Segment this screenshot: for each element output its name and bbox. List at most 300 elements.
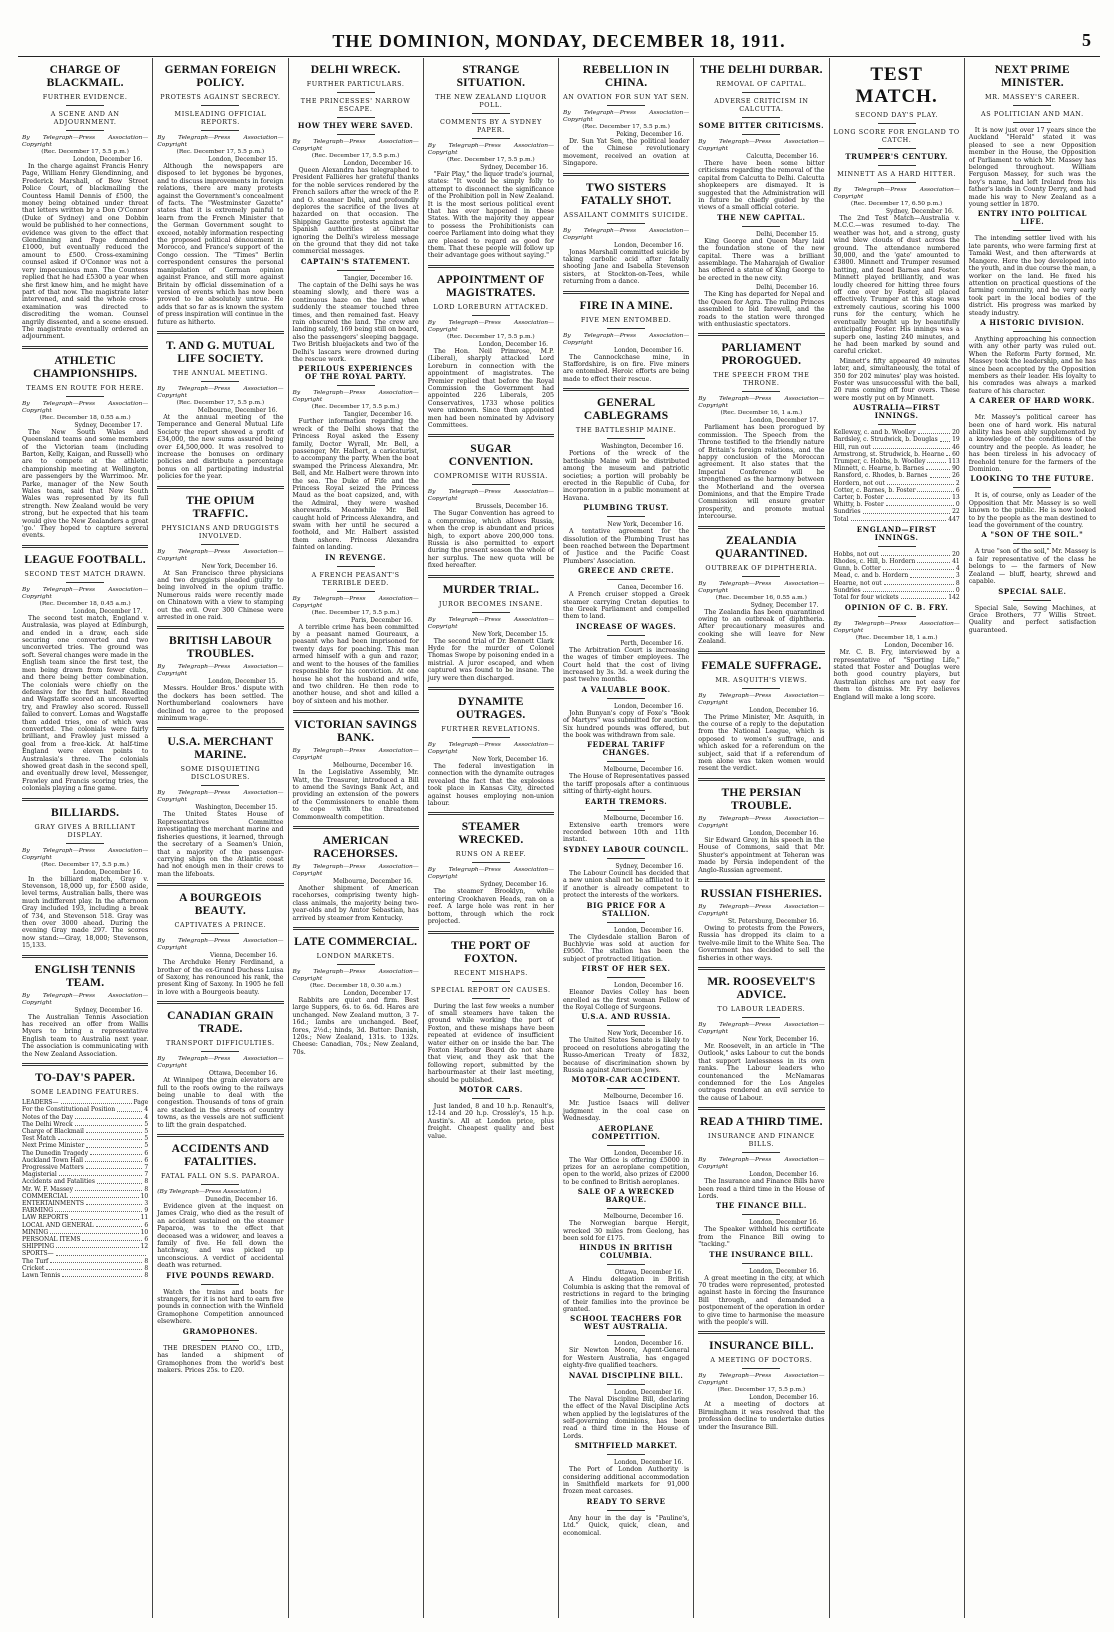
batsman: Carter, b. Foster xyxy=(833,493,884,501)
contents-item xyxy=(22,1229,148,1236)
article-headline: SUGAR CONVENTION. xyxy=(448,443,534,469)
article xyxy=(428,575,554,682)
divider xyxy=(201,933,239,934)
article-subheading: SOME DISQUIETING DISCLOSURES. xyxy=(180,765,261,782)
leader-dots xyxy=(886,494,951,499)
divider xyxy=(1013,487,1051,488)
leader-dots xyxy=(881,551,951,556)
divider xyxy=(742,1152,780,1153)
divider xyxy=(742,117,780,118)
article-body: Although the newspapers are disposed to let bygones be bygones, and to discuss improvements in foreign relations, there are many protests against the Government's concealment of facts. The "Westminster Gazette" states that it is extremely painful to learn from the French Minister that the German Government sought to exceed, notably information respecting the proposed political dénouement in Morocco, and France's support of the Congo cession. The "Times" Berlin correspondent censures the personal manipulation of German opinion against France, and still more against Britain by official dissemination of a version of events which has now been proved to be absolutely untrue. He adds that so far as is known the system of press inspiration will continue in the future as hitherto. xyxy=(157,163,284,326)
article-body: A French cruiser stopped a Greek steamer carrying Cretan deputies to the Greek Parliament and compelled them to land. xyxy=(563,591,690,621)
runs: 8 xyxy=(955,579,960,587)
divider xyxy=(201,544,239,545)
article-body: Extensive earth tremors were recorded between 10th and 11th instant. xyxy=(563,821,690,844)
contents-page: 5 xyxy=(144,1142,149,1150)
received-time: (Rec. December 17, 5.5 p.m.) xyxy=(176,149,265,155)
article-body: The captain of the Delhi says he was steaming slowly, and there was a continuous haze on the land when suddenly the steamer touched three times, and then remained fast. Heavy rain obscured the land. The crew are landing safely, 169 being still on board, also the passengers' sleeping baggage. Two British bluejackets and two of the Delhi's lascars were drowned during the rescue work. xyxy=(292,281,419,363)
leader-dots xyxy=(910,572,954,577)
section-rule xyxy=(157,883,283,886)
article-subheading: INCREASE OF WAGES. xyxy=(575,621,677,631)
article-body: Anything approaching his connection with any other party was ruled out. When the Reform Party formed, Mr. Massey took the leadership, and he has since been accepted by the Opposition members as their leader. His loyalty to his comrades was always a marked feature of his character. xyxy=(968,335,1096,395)
dateline: London, December 16. xyxy=(613,1388,684,1396)
dateline: St. Petersburg, December 16. xyxy=(728,917,819,925)
leader-dots xyxy=(71,1214,139,1219)
dateline: London, December 16. xyxy=(343,160,413,167)
article-subheading: GREECE AND CRETE. xyxy=(578,566,675,576)
contents-item xyxy=(22,1265,148,1272)
dateline: New York, December 16. xyxy=(472,756,548,764)
article-subheading: FURTHER PARTICULARS. xyxy=(306,80,405,88)
contents-page: 4 xyxy=(144,1113,149,1121)
leader-dots xyxy=(946,451,950,456)
received-time: (Rec. December 17, 5.5 p.m.) xyxy=(717,1387,806,1394)
article-body: Mr. C. B. Fry, interviewed by a representative of "Sporting Life," stated that Foster and Douglas were both good country players, but Australian pitches are not easy for them to dismiss. Mr. Fry believes England will make a long score. xyxy=(833,649,960,701)
divider xyxy=(1013,105,1051,106)
contents-page: 12 xyxy=(140,1243,149,1251)
leader-dots xyxy=(50,1229,138,1234)
article-subheading: RECENT MISHAPS. xyxy=(453,968,528,977)
article-body: The Labour Council has decided that a new union shall not be affiliated to it if another is already competent to protect the interests of the workers. xyxy=(563,869,690,900)
byline: By Telegraph—Press Association—Copyright xyxy=(698,903,825,917)
article xyxy=(563,1372,689,1440)
divider xyxy=(742,226,780,227)
received-time: (Rec. December 16, 1 a.m.) xyxy=(720,410,803,417)
article xyxy=(157,1001,283,1129)
article-headline: THE PORT OF FOXTON. xyxy=(451,939,531,965)
section-rule xyxy=(698,879,824,882)
contents-item xyxy=(22,1214,148,1221)
batsman: Total xyxy=(833,515,849,523)
divider xyxy=(607,761,645,762)
dateline: Peking, December 16. xyxy=(616,131,684,138)
dateline: Vienna, December 16. xyxy=(210,952,278,960)
article xyxy=(428,931,554,1084)
article xyxy=(428,434,554,569)
contents-label: Next Prime Minister xyxy=(22,1142,85,1150)
article-subheading: ASSAILANT COMMITS SUICIDE. xyxy=(563,210,689,219)
divider xyxy=(742,1368,780,1369)
contents-page: 3 xyxy=(144,1199,149,1207)
dateline: Melbourne, December 16. xyxy=(603,1093,684,1101)
divider xyxy=(742,1214,780,1215)
article xyxy=(22,545,148,793)
divider xyxy=(607,698,645,699)
runs: 4 xyxy=(955,565,960,573)
runs: 60 xyxy=(952,450,960,458)
contents-label: Mr. W. F. Massey xyxy=(22,1185,73,1193)
divider xyxy=(337,117,375,118)
divider xyxy=(201,105,239,106)
article xyxy=(563,1244,689,1313)
scoreboard-australia xyxy=(834,429,960,523)
article xyxy=(22,798,148,950)
divider xyxy=(201,1284,239,1285)
runs: 113 xyxy=(948,457,960,465)
divider xyxy=(66,843,104,844)
dateline: Melbourne, December 16. xyxy=(333,762,413,770)
article-headline: MR. ROOSEVELT'S ADVICE. xyxy=(707,975,816,1001)
article-subheading: A HISTORIC DIVISION. xyxy=(980,317,1085,327)
article-subheading: PHYSICIANS AND DRUGGISTS INVOLVED. xyxy=(161,523,280,540)
divider xyxy=(66,396,104,397)
runs: 90 xyxy=(952,465,960,473)
batsman: Cotter, c. Barnes, b. Foster xyxy=(833,486,916,494)
batsman: Trumper, c. Hobbs, b. Woolley xyxy=(833,457,926,465)
article-headline: INSURANCE BILL. xyxy=(709,1340,814,1353)
leader-dots xyxy=(884,580,954,585)
divider xyxy=(201,785,239,786)
article-body: Parliament has been prorogued by commission. The Speech from the Throne testified to the friendly nature of Britain's foreign relations, and the happy conclusion of the Moroccan agreement. It also states that the Imperial Conference will be strengthened as the harmony between the Motherland and the oversea Dominions, and that the Empire Trade Commission will ensure greater prosperity, and promote mutual intercourse. xyxy=(698,424,825,521)
batsman: Whitty, b. Foster xyxy=(833,501,884,509)
article-subheading: SPECIAL REPORT ON CAUSES. xyxy=(431,985,551,994)
received-time: (Rec. December 17, 5.5 p.m.) xyxy=(41,149,129,155)
article-subheading: HINDUS IN BRITISH COLUMBIA. xyxy=(579,1243,673,1261)
article-body: Portions of the wreck of the battleship Maine will be distributed among the museum and patriotic societies; a portion will probably be erected in the Republic of Cuba, for incorporation in a public monument at Havana. xyxy=(563,450,690,502)
divider xyxy=(337,92,375,93)
contents-page: 8 xyxy=(144,1185,149,1193)
received-time: (Rec. December 16, 0.55 a.m.) xyxy=(715,594,807,601)
divider xyxy=(472,998,510,999)
article-body: The Arbitration Court is increasing the wages of timber employees. The Court held that the cost of living increased by 3s. 3d. a week during the past twelve months. xyxy=(563,646,690,684)
article xyxy=(969,64,1096,208)
divider xyxy=(66,105,104,106)
batsman: Sundries xyxy=(833,508,861,516)
article xyxy=(563,1315,689,1369)
contents-label: MINING xyxy=(22,1228,49,1236)
contents-label: Cricket xyxy=(22,1264,45,1272)
article xyxy=(698,778,824,874)
article-headline: BRITISH LABOUR TROUBLES. xyxy=(168,635,272,661)
divider xyxy=(337,964,375,965)
article-subheading: FATAL FALL ON S.S. PAPAROA. xyxy=(160,1172,280,1180)
article-subheading: FEDERAL TARIFF CHANGES. xyxy=(587,740,666,758)
contents-label: Auckland Town Hall xyxy=(22,1156,84,1164)
article xyxy=(428,812,554,925)
section-rule xyxy=(563,291,689,294)
column-4 xyxy=(424,58,559,1618)
dateline: London, December 15. xyxy=(208,156,278,163)
section-rule xyxy=(22,545,148,548)
byline: By Telegraph—Press Association—Copyright xyxy=(22,586,149,600)
divider xyxy=(742,576,780,577)
article-subheading: CAPTIVATES A PRINCE. xyxy=(174,921,267,930)
newspaper-title: THE DOMINION, MONDAY, DECEMBER 18, 1911. xyxy=(332,30,786,51)
received-time: (Rec. December 17, 5.5 p.m.) xyxy=(41,861,129,868)
article-subheading: SECOND DAY'S PLAY. xyxy=(855,111,939,119)
divider xyxy=(607,922,645,923)
byline: By Telegraph—Press Association—Copyright xyxy=(427,616,554,630)
section-rule xyxy=(22,1063,148,1066)
dateline: Ottawa, December 16. xyxy=(614,1269,684,1277)
contents-page: 7 xyxy=(144,1163,149,1171)
article-subheading: COMMENTS BY A SYDNEY PAPER. xyxy=(439,118,542,134)
leader-dots xyxy=(56,1250,147,1255)
dateline: London, December 16. xyxy=(749,1267,819,1275)
article-subheading: LONG SCORE FOR ENGLAND TO CATCH. xyxy=(833,128,960,144)
article xyxy=(969,588,1096,635)
article xyxy=(428,1086,554,1140)
batsman: Hearne, not out xyxy=(833,579,882,587)
byline: By Telegraph—Press Association—Copyright xyxy=(427,489,554,503)
score-row xyxy=(834,501,960,508)
divider xyxy=(878,148,916,149)
dateline: London, December 16. xyxy=(884,642,954,650)
article xyxy=(969,531,1096,585)
contents-item xyxy=(22,1178,148,1185)
leader-dots xyxy=(863,587,954,592)
dateline: London, December 17. xyxy=(72,607,143,615)
divider xyxy=(1013,122,1051,123)
article-subheading: SCHOOL TEACHERS FOR WEST AUSTRALIA. xyxy=(570,1314,683,1332)
section-rule xyxy=(293,826,419,829)
contents-label: Lawn Tennis xyxy=(22,1271,61,1279)
scoreboard-england xyxy=(834,551,960,601)
contents-item xyxy=(22,1135,148,1142)
score-row xyxy=(834,480,960,487)
dateline: Melbourne, December 16. xyxy=(603,766,684,774)
article-subheading: ADVERSE CRITICISM IN CALCUTTA. xyxy=(714,97,809,113)
article-body: The 2nd Test Match—Australia v. M.C.C.—was resumed to-day. The weather was hot, and a strong, gusty wind blew clouds of dust across the ground. The attendance numbered 30,000, and the 'gate' amounted to £3800. Minnett and Trumper resumed batting, and faced Barnes and Foster. Minnett played brilliantly, and was loudly cheered for hitting three fours off one over by Foster, all placed effectively. Trumper at this stage was extremely cautious, scoring his 1000 runs for the century, which he eventually brought up by beautifully anticipating Foster. His innings was a superb one, lasting 240 minutes, and he had been marked by sound and careful cricket. xyxy=(833,215,960,356)
received-time: (Rec. December 18, 0.30 a.m.) xyxy=(310,983,402,989)
contents-label: Charge of Blackmail xyxy=(22,1127,84,1135)
batsman: Minnett, c. Hearne, b. Barnes xyxy=(833,465,925,473)
article-headline: T. AND G. MUTUAL LIFE SOCIETY. xyxy=(166,339,275,365)
article-subheading: GRAMOPHONES. xyxy=(182,1326,258,1336)
article-headline: TWO SISTERS FATALLY SHOT. xyxy=(580,181,672,207)
score-row xyxy=(834,436,960,443)
article-subheading: ENTRY INTO POLITICAL LIFE. xyxy=(977,209,1088,227)
article xyxy=(563,1013,689,1074)
article-subheading: EARTH TREMORS. xyxy=(584,796,668,806)
batsman: Rhodes, c. Hill, b. Hordern xyxy=(833,558,916,565)
contents-label: Accidents and Fatalities xyxy=(22,1178,95,1186)
runs: 26 xyxy=(952,472,960,480)
article-body: There have been some bitter criticisms regarding the removal of the capital from Calcutta to Delhi. Calcutta shopkeepers are dismayed. It is suggested that the Administration will in future be chiefly guided by the views of a small official coterie. xyxy=(698,160,825,212)
article xyxy=(22,64,148,341)
article-body: The King has departed for Nepal and the Queen for Agra. The ruling Princes assembled to bid farewell, and the roads to the station were thronged with enthusiastic spectators. xyxy=(698,291,825,328)
article-subheading: FIVE POUNDS REWARD. xyxy=(166,1270,275,1280)
article-body: During the last few weeks a number of small steamers have taken the ground while working the port of Foxton, and these mishaps have been repeated at evidence of insufficient water either on or inside the bar. The Foxton Harbour Board do not share that view, and they ask that the following report, submitted by the harbourmaster at their last meeting, should be published. xyxy=(427,1002,554,1084)
article-subheading: ENGLAND—FIRST INNINGS. xyxy=(856,524,937,542)
leader-dots xyxy=(917,558,950,563)
byline: By Telegraph—Press Association—Copyright xyxy=(833,621,960,635)
contents-item xyxy=(22,1171,148,1178)
divider xyxy=(66,130,104,131)
contents-item xyxy=(22,1243,148,1250)
article-subheading: LORD LOREBURN ATTACKED. xyxy=(433,302,549,311)
article-body: At San Francisco three physicians and two druggists pleaded guilty to being involved in the opium traffic. Numerous raids were recently made on Chinatown with a view to stamping out the evil. Over 300 Chinese were arrested in one raid. xyxy=(157,569,284,622)
dateline: Ottawa, December 16. xyxy=(208,1070,278,1078)
dateline: New York, December 15. xyxy=(472,630,548,638)
contents-page: 8 xyxy=(144,1257,149,1265)
article-subheading: A SCENE AND AN ADJOURNMENT. xyxy=(50,110,120,126)
contents-item xyxy=(22,1150,148,1157)
article-subheading: FURTHER REVELATIONS. xyxy=(441,725,541,734)
article-body: A terrible crime has been committed by a peasant named Goureaux, a peasant who had been imprisoned for twenty days for poaching. This man armed himself with a gun and razor, and went to the houses of the families responsible for his conviction. At one house he shot the husband and wife, and two children. He then rode to another house, and shot and killed a boy of sixteen and his mother. xyxy=(292,623,419,705)
article xyxy=(698,967,824,1102)
article-body: Any hour in the day is "Pauline's, Ltd." Quick, quick, clean, and economical. xyxy=(563,1514,690,1537)
article-body: The United States Senate is likely to proceed on resolutions abrogating the Russo-American Treaty of 1832, because of discrimination shown by Russia against American Jews. xyxy=(563,1037,690,1074)
article-headline: APPOINTMENT OF MAGISTRATES. xyxy=(437,273,545,299)
article-subheading: MISLEADING OFFICIAL REPORTS. xyxy=(174,110,267,126)
received-time: (Rec. December 18, 1 a.m.) xyxy=(855,635,938,642)
article-headline: MURDER TRIAL. xyxy=(442,583,540,596)
contents-item xyxy=(22,1186,148,1193)
leader-dots xyxy=(851,516,947,521)
byline: By Telegraph—Press Association—Copyright xyxy=(157,938,284,952)
dateline: Canea, December 16. xyxy=(617,584,684,592)
article-body: The second trial of Dr. Bennett Clark Hyde for the murder of Colonel Thomas Swope by poisoning ended in a mistrial. A juror escaped, and when captured was found to be insane. The jury were then discharged. xyxy=(427,637,555,682)
leader-dots xyxy=(863,508,951,513)
dateline: London, December 16. xyxy=(749,1394,819,1402)
divider xyxy=(472,113,510,114)
section-rule xyxy=(563,388,689,391)
divider xyxy=(472,612,510,613)
received-time: (Rec. December 17, 5.5 p.m.) xyxy=(447,157,535,163)
article xyxy=(563,846,689,900)
article-body: The Insurance and Finance Bills have been read a third time in the House of Lords. xyxy=(698,1178,825,1200)
article xyxy=(22,955,148,1058)
leader-dots xyxy=(940,436,950,441)
article-headline: GERMAN FOREIGN POLICY. xyxy=(164,64,277,89)
dateline: New York, December 16. xyxy=(607,1030,684,1038)
section-rule xyxy=(698,967,824,970)
article xyxy=(293,554,419,705)
section-rule xyxy=(428,434,554,437)
dateline: Tangier, December 16. xyxy=(343,274,413,282)
article-subheading: MOTOR-CAR ACCIDENT. xyxy=(571,1075,681,1085)
article xyxy=(698,526,824,646)
dateline: London, December 16. xyxy=(613,241,684,249)
leader-dots xyxy=(70,1193,139,1198)
dateline: Sydney, December 16. xyxy=(885,208,954,215)
article xyxy=(698,214,824,282)
dateline: Melbourne, December 16. xyxy=(333,877,413,885)
byline: By Telegraph—Press Association—Copyright xyxy=(698,396,825,410)
article-headline: GENERAL CABLEGRAMS xyxy=(583,397,669,423)
dateline: London, December 16. xyxy=(749,706,819,714)
byline: By Telegraph—Press Association—Copyright xyxy=(563,227,690,241)
article-headline: AMERICAN RACEHORSES. xyxy=(313,834,398,860)
column-3 xyxy=(289,58,424,1618)
dateline: Calcutta, December 16. xyxy=(746,153,819,160)
divider xyxy=(337,591,375,592)
contents-label: LOCAL AND GENERAL xyxy=(22,1221,94,1229)
leader-dots xyxy=(61,1099,132,1104)
dateline: Paris, December 16. xyxy=(351,616,413,624)
byline: (By Telegraph—Press Association.) xyxy=(157,1189,262,1195)
article-subheading: THE NEW CAPITAL. xyxy=(717,212,806,222)
article xyxy=(293,365,419,551)
received-time: (Rec. December 17, 5.5 p.m.) xyxy=(311,153,400,159)
masthead-rule xyxy=(18,56,1100,57)
article xyxy=(834,64,960,149)
article-body: At the annual meeting of the Temperance and General Mutual Life Society the report showed a profit of £34,000, the new sums assured being over £4,500,000. It was resolved to increase the bonuses on ordinary policies and distribute a percentage bonus on all participating industrial policies for the year. xyxy=(157,413,284,481)
article-subheading: LONDON MARKETS. xyxy=(316,952,395,960)
article-subheading: SECOND TEST MATCH DRAWN. xyxy=(24,569,146,578)
article-subheading: SOME BITTER CRITICISMS. xyxy=(698,121,825,130)
batsman: Kelleway, c. and b. Woolley xyxy=(833,429,916,437)
article xyxy=(157,1272,283,1326)
leader-dots xyxy=(62,1272,142,1277)
contents-page: 8 xyxy=(144,1264,149,1272)
divider xyxy=(607,438,645,439)
section-rule xyxy=(428,931,554,934)
article-subheading: AN OVATION FOR SUN YAT SEN. xyxy=(563,93,690,101)
contents-page: 6 xyxy=(144,1221,149,1229)
article-subheading: A FRENCH PEASANT'S TERRIBLE DEED. xyxy=(311,570,400,587)
runs: 13 xyxy=(952,493,960,501)
leader-dots xyxy=(917,487,953,492)
section-rule xyxy=(563,173,689,176)
score-row xyxy=(834,494,960,501)
leader-dots xyxy=(90,1150,142,1155)
divider xyxy=(607,977,645,978)
column-6 xyxy=(694,58,829,1618)
article xyxy=(563,1125,689,1187)
article xyxy=(157,883,283,996)
leader-dots xyxy=(85,1157,142,1162)
divider xyxy=(878,165,916,166)
contents-item xyxy=(22,1121,148,1128)
contents-label: LAW REPORTS xyxy=(22,1214,69,1222)
article-subheading: AEROPLANE COMPETITION. xyxy=(591,1123,661,1141)
byline: By Telegraph—Press Association—Copyright xyxy=(698,139,825,152)
leader-dots xyxy=(82,1236,142,1241)
contents-item xyxy=(22,1157,148,1164)
article-subheading: MR. ASQUITH'S VIEWS. xyxy=(715,675,808,684)
dateline: New York, December 16. xyxy=(201,562,278,570)
article-headline: ACCIDENTS AND FATALITIES. xyxy=(171,1143,270,1168)
score-row xyxy=(834,487,960,494)
article-body: Sir Newton Moore, Agent-General for Western Australia, has engaged eighty-five qualified teachers. xyxy=(563,1347,690,1370)
article xyxy=(157,64,283,326)
contents-page: 9 xyxy=(144,1207,149,1215)
contents-item xyxy=(22,1207,148,1214)
article-subheading: INSURANCE AND FINANCE BILLS. xyxy=(707,1132,815,1149)
leader-dots xyxy=(97,1178,142,1183)
byline: By Telegraph—Press Association—Copyright xyxy=(698,692,825,706)
contents-label: SHIPPING xyxy=(22,1243,55,1251)
section-rule xyxy=(157,626,283,629)
divider xyxy=(472,1098,510,1099)
batsman: Ransford, c. Rhodes, b. Barnes xyxy=(833,472,928,480)
article-subheading: FURTHER EVIDENCE. xyxy=(42,93,128,101)
dateline: Sydney, December 16. xyxy=(480,881,548,889)
article xyxy=(969,210,1096,316)
received-time: (Rec. December 17, 5.5 p.m.) xyxy=(311,404,400,411)
article-headline: DYNAMITE OUTRAGES. xyxy=(456,696,526,722)
article-subheading: THE SPEECH FROM THE THRONE. xyxy=(713,371,810,388)
article-body: Just landed, 8 and 10 h.p. Renault's, 12-14 and 20 h.p. Crossley's, 15 h.p. Austin's. All at London price, plus freight. Cheapest quality and best value. xyxy=(427,1102,554,1140)
article-body: The War Office is offering £5000 in prizes for an aeroplane competition, open to the world, also prizes of £2000 to be confined to British aeroplanes. xyxy=(563,1156,690,1186)
dateline: Tangier, December 16. xyxy=(343,411,413,419)
article-subheading: LOOKING TO THE FUTURE. xyxy=(970,474,1095,484)
contents-list xyxy=(22,1099,148,1279)
received-time: (Rec. December 17, 5.5 p.m.) xyxy=(447,333,535,340)
contents-page: 8 xyxy=(144,1178,149,1186)
dateline: London, December 16. xyxy=(749,1171,819,1179)
article-headline: RUSSIAN FISHERIES. xyxy=(700,887,822,900)
divider xyxy=(607,1025,645,1026)
score-row xyxy=(834,551,960,558)
article-subheading: SYDNEY LABOUR COUNCIL. xyxy=(563,844,689,854)
article-subheading: A CAREER OF HARD WORK. xyxy=(969,396,1095,406)
batsman: Gunn, b. Cotter xyxy=(833,565,881,573)
dateline: Washington, December 16. xyxy=(601,443,684,451)
divider xyxy=(337,566,375,567)
